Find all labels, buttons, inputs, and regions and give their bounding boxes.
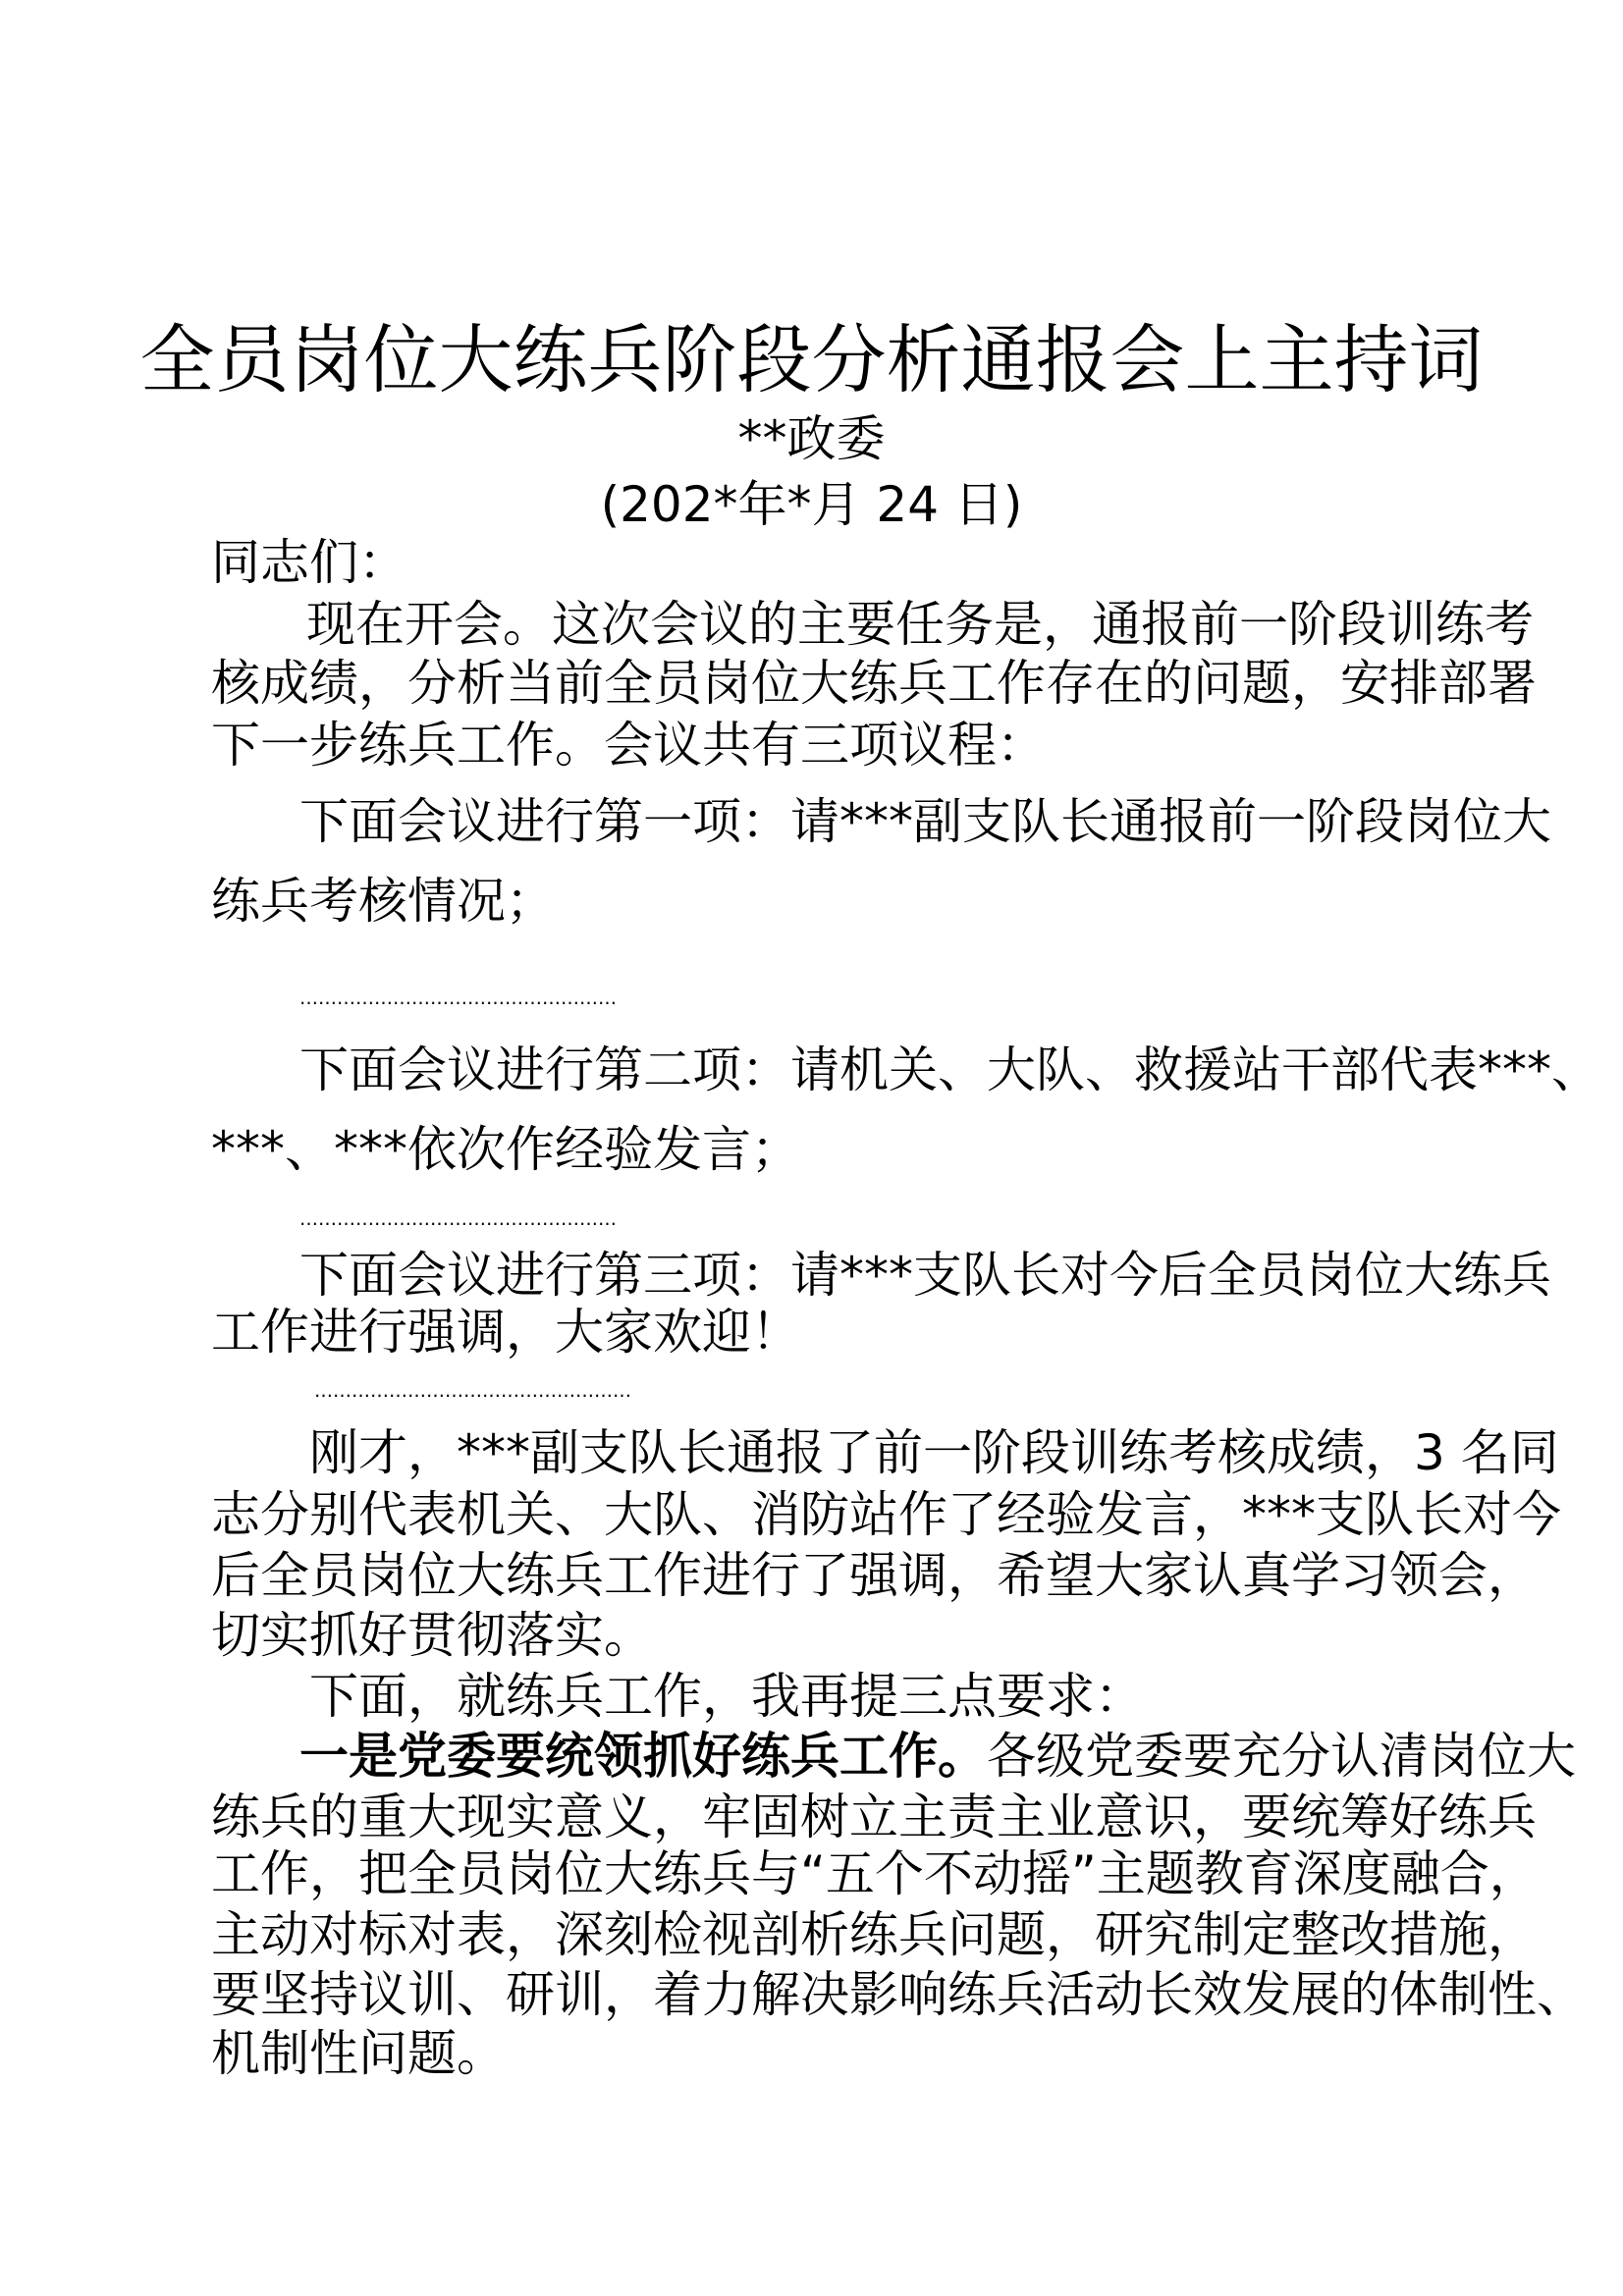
agenda-item-3: 下面会议进行第三项：请***支队长对今后全员岗位大练兵 [299,1247,1551,1304]
agenda-item-2: 下面会议进行第二项：请机关、大队、救援站干部代表***、 [299,1041,1600,1098]
paragraph-line: ***、***依次作经验发言； [211,1121,800,1178]
author: **政委 [737,410,886,467]
paragraph-line: 主动对标对表，深刻检视剖析练兵问题，研究制定整改措施， [211,1906,1537,1963]
paragraph-line: 工作，把全员岗位大练兵与“五个不动摇”主题教育深度融合， [211,1845,1539,1902]
point-1-heading [299,1722,1576,1790]
agenda-item-1: 下面会议进行第一项：请***副支队长通报前一阶段岗位大 [299,793,1551,850]
point-1-text: 各级党委要充分认清岗位大 [987,1728,1576,1785]
paragraph-line: 下面，就练兵工作，我再提三点要求： [309,1668,1144,1725]
ellipsis-divider: …………………………………………… [299,1208,617,1230]
paragraph-line: 志分别代表机关、大队、消防站作了经验发言，***支队长对今 [211,1486,1561,1543]
ellipsis-divider: …………………………………………… [299,988,617,1009]
paragraph-line: 后全员岗位大练兵工作进行了强调，希望大家认真学习领会， [211,1547,1537,1604]
date: (202*年*月 24 日) [600,476,1023,533]
paragraph-line: 工作进行强调，大家欢迎！ [211,1304,800,1361]
ellipsis-divider: …………………………………………… [314,1380,631,1402]
salutation: 同志们： [211,534,407,591]
paragraph-line: 现在开会。这次会议的主要任务是，通报前一阶段训练考 [306,596,1534,653]
document-title: 全员岗位大练兵阶段分析通报会上主持词 [139,316,1484,403]
point-1-bold-lead: 一是党委要统领抓好练兵工作。 [299,1728,987,1785]
paragraph-line: 核成绩，分析当前全员岗位大练兵工作存在的问题，安排部署 [211,655,1537,712]
paragraph-line: 刚才，***副支队长通报了前一阶段训练考核成绩，3 名同 [309,1424,1559,1481]
paragraph-line: 机制性问题。 [211,2025,506,2082]
paragraph-line: 下一步练兵工作。会议共有三项议程： [211,717,1046,774]
paragraph-line: 切实抓好贯彻落实。 [211,1607,653,1664]
paragraph-line: 要坚持议训、研训，着力解决影响练兵活动长效发展的体制性、 [211,1966,1586,2023]
paragraph-line: 练兵考核情况； [211,873,555,930]
paragraph-line: 练兵的重大现实意义，牢固树立主责主业意识，要统筹好练兵 [211,1789,1537,1845]
